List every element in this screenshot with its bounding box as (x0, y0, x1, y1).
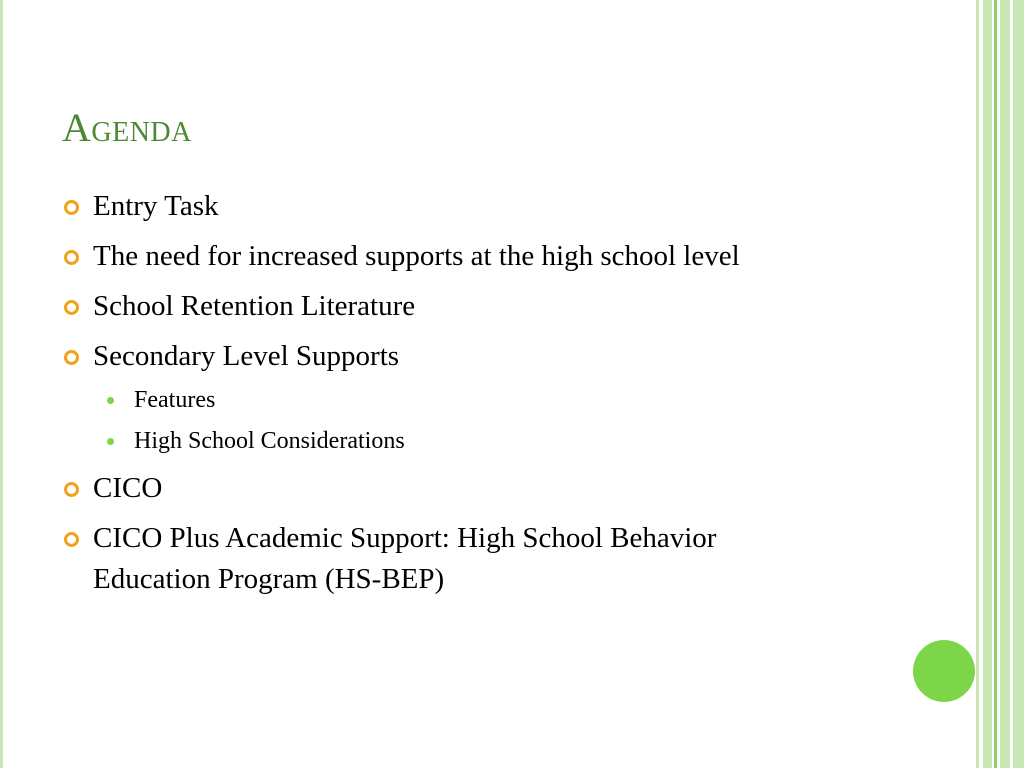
dot-bullet-icon (107, 397, 114, 404)
agenda-item (62, 236, 822, 277)
dot-bullet-icon (107, 438, 114, 445)
agenda-item-text: Secondary Level Supports (93, 340, 400, 372)
agenda-item (62, 336, 822, 377)
agenda-list (62, 186, 822, 609)
ring-bullet-icon (64, 482, 79, 497)
right-decorative-stripe (1013, 0, 1024, 768)
ring-bullet-icon (64, 532, 79, 547)
agenda-subitem-text: Features (134, 387, 216, 413)
ring-bullet-icon (64, 200, 79, 215)
agenda-item (62, 518, 822, 600)
right-decorative-stripe (983, 0, 992, 768)
right-decorative-stripe (976, 0, 979, 768)
agenda-subitem (62, 384, 822, 416)
agenda-item-text: The need for increased supports at the high school level (93, 240, 740, 272)
agenda-item-text: Entry Task (93, 190, 219, 222)
agenda-subitem-text: High School Considerations (134, 428, 405, 454)
ring-bullet-icon (64, 300, 79, 315)
agenda-item (62, 186, 822, 227)
agenda-item (62, 286, 822, 327)
agenda-item-text: CICO (93, 472, 163, 504)
agenda-item-text: School Retention Literature (93, 290, 416, 322)
ring-bullet-icon (64, 350, 79, 365)
left-decorative-stripe (0, 0, 3, 768)
agenda-item (62, 468, 822, 509)
slide-title: Agenda (62, 105, 192, 150)
decorative-circle (913, 640, 975, 702)
agenda-subitem (62, 425, 822, 457)
right-decorative-stripe (1000, 0, 1010, 768)
agenda-item-text: CICO Plus Academic Support: High School Behavior Education Program (HS-BEP) (93, 522, 717, 595)
right-decorative-stripe (994, 0, 997, 768)
ring-bullet-icon (64, 250, 79, 265)
